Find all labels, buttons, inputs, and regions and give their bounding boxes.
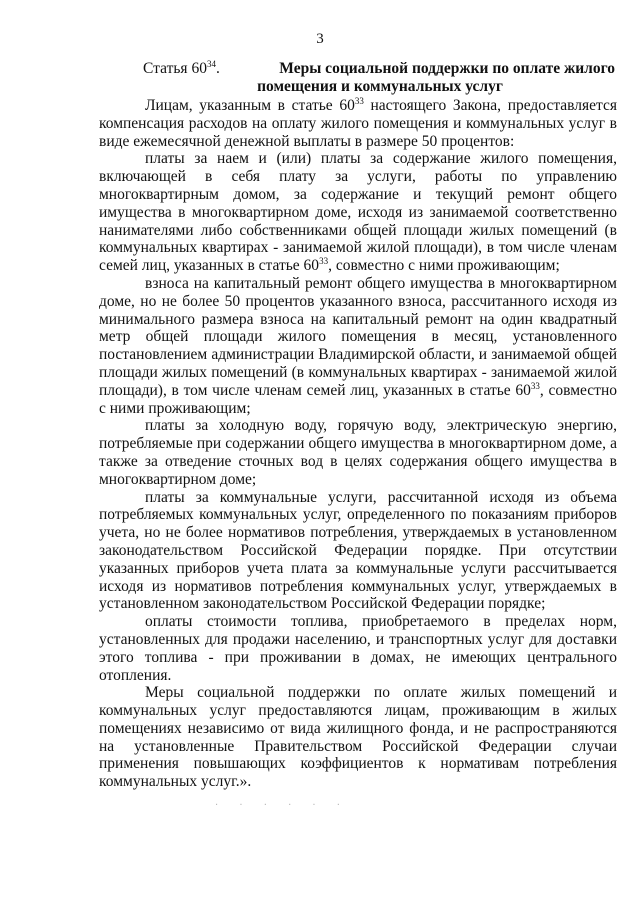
- paragraph-fuel: [99, 613, 617, 684]
- article-body: [99, 97, 617, 791]
- paragraph-text: платы за коммунальные услуги, рассчитанной исходя из объема потребляемых коммунальных услуг, определенного по показаниям приборов учета, но не более нормативов потребления, утверждаемых в установленном законодательством Российской Федерации порядке. При отсутствии указанных приборов учета плата за коммунальные услуги рассчитывается исходя из нормативов потребления коммунальных услуг, утверждаемых в установленном законодательством Российской Федерации порядке;: [99, 488, 617, 613]
- paragraph-utility-services: [99, 489, 617, 614]
- paragraph-capital-repair: [99, 275, 617, 417]
- statute-superscript: 33: [319, 256, 329, 267]
- paragraph-closing: [99, 684, 617, 791]
- article-number-superscript: 34: [206, 58, 216, 69]
- paragraph-text: настоящего Закона, предоставляется компенсация расходов на оплату жилого помещения и коммунальных услуг в виде ежемесячной денежной выплаты в размере 50 процентов:: [99, 97, 617, 150]
- paragraph-common-utilities: [99, 417, 617, 488]
- scan-artifact-dots: · · · · · ·: [215, 800, 349, 811]
- paragraph-text: платы за холодную воду, горячую воду, электрическую энергию, потребляемые при содержании общего имущества в многоквартирном доме, а также за отведение сточных вод в целях содержания общего имущества в многоквартирном доме;: [99, 417, 617, 488]
- paragraph-rent-fee: [99, 150, 617, 275]
- article-heading: [105, 60, 615, 96]
- paragraph-text: Меры социальной поддержки по оплате жилых помещений и коммунальных услуг предоставляются лицам, проживающим в жилых помещениях независимо от вида жилищного фонда, и не распространяются на установленные Правительством Российской Федерации случаи применения повышающих коэффициентов к нормативам потребления коммунальных услуг.».: [99, 684, 617, 791]
- statute-superscript: 33: [530, 380, 540, 391]
- paragraph-text: взноса на капитальный ремонт общего имущества в многоквартирном доме, но не более 50 процентов указанного взноса, рассчитанного исходя из минимального размера взноса на капитальный ремонт на один квадратный метр общей площади жилого помещения в месяц, установленного постановлением администрации Владимирской области, и занимаемой общей площади жилых помещений (в коммунальных квартирах - занимаемой жилой площади), в том числе членам семей лиц, указанных в статье 60: [99, 274, 617, 399]
- article-title-line1: Меры социальной поддержки по оплате жилого: [279, 60, 615, 77]
- page-number: 3: [316, 31, 324, 47]
- article-heading-line1: [105, 60, 615, 78]
- paragraph-text: платы за наем и (или) платы за содержание жилого помещения, включающей в себя плату за услуги, работы по управлению многоквартирным домом, за содержание и текущий ремонт общего имущества в многоквартирном доме, исходя из занимаемой соответственно нанимателями либо собственниками общей площади жилых помещений (в коммунальных квартирах - занимаемой жилой площади), в том числе членам семей лиц, указанных в статье 60: [99, 150, 617, 275]
- statute-superscript: 33: [354, 95, 364, 106]
- article-label-group: Статья $60^{34}$.: [143, 58, 220, 77]
- paragraph-intro: [99, 97, 617, 150]
- paragraph-text: Лицам, указанным в статье 60: [145, 97, 355, 114]
- article-title-line2: помещения и коммунальных услуг: [257, 78, 503, 95]
- paragraph-text: оплаты стоимости топлива, приобретаемого в пределах норм, установленных для продажи населению, и транспортных услуг для доставки этого топлива - при проживании в домах, не имеющих центрального отопления.: [99, 613, 617, 684]
- paragraph-text: , совместно с ними проживающим;: [99, 381, 617, 417]
- article-number: 60: [191, 60, 207, 77]
- paragraph-text: , совместно с ними проживающим;: [328, 257, 560, 275]
- article-label: Статья: [143, 60, 188, 77]
